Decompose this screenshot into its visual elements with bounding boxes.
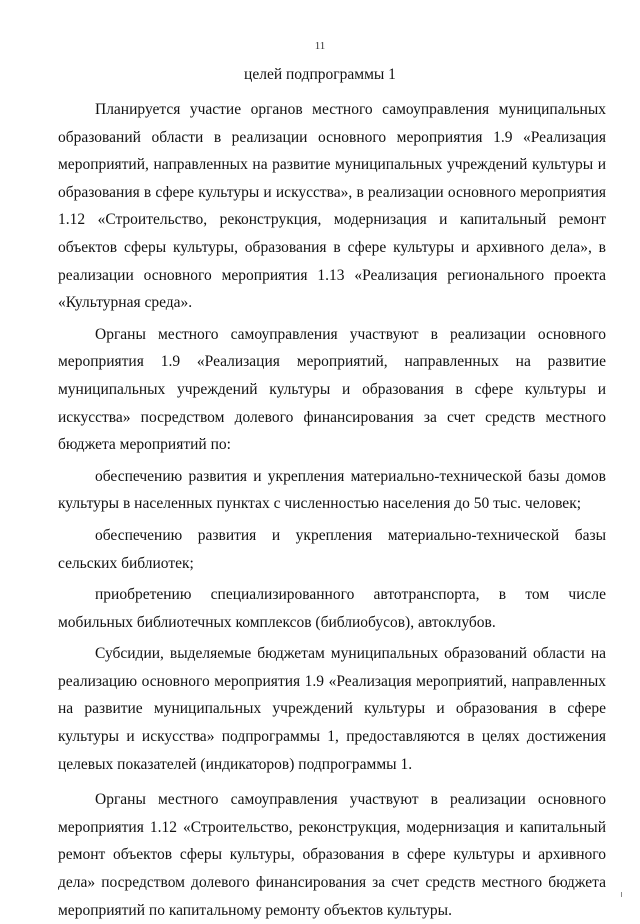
paragraph-financing-1-12: Органы местного самоуправления участвуют в реализации основного мероприятия 1.12 «Строительство, реконструкция, модернизация и капитальный ремонт объектов сферы культуры, образования в сфере культуры и архивного дела» посредством долевого финансирования за счет средств местного бюджета мероприятий по капитальному ремонту объектов культуры.	[58, 791, 606, 919]
paragraph-financing-1-9: Органы местного самоуправления участвуют в реализации основного мероприятия 1.9 «Реализация мероприятий, направленных на развитие муниципальных учреждений культуры и образования в сфере культуры и искусства» посредством долевого финансирования за счет средств местного бюджета мероприятий по:	[58, 325, 606, 454]
list-item-houses-of-culture: обеспечению развития и укрепления материально-технической базы домов культуры в населенных пунктах с численностью населения до 50 тыс. человек;	[58, 467, 606, 513]
paragraph-subsidies: Субсидии, выделяемые бюджетам муниципальных образований области на реализацию основного мероприятия 1.9 «Реализация мероприятий, направленных на развитие муниципальных учреждений культуры и образования в сфере культуры и искусства» подпрограммы 1, предоставляются в целях достижения целевых показателей (индикаторов) подпрограммы 1.	[58, 645, 606, 773]
document-body	[58, 96, 606, 924]
page-number: 11	[314, 40, 326, 52]
scan-edge-mark	[621, 892, 622, 897]
list-item-vehicles: приобретению специализированного автотранспорта, в том числе мобильных библиотечных комплексов (библиобусов), автоклубов.	[58, 586, 606, 631]
section-heading: целей подпрограммы 1	[244, 66, 396, 83]
paragraph-participation: Планируется участие органов местного самоуправления муниципальных образований области в реализации основного мероприятия 1.9 «Реализация мероприятий, направленных на развитие муниципальных учреждений культуры и образования в сфере культуры и искусства», в реализации основного мероприятия 1.12 «Строительство, реконструкция, модернизация и капитальный ремонт объектов сферы культуры, образования в сфере культуры и архивного дела», в реализации основного мероприятия 1.13 «Реализация регионального проекта «Культурная среда».	[58, 101, 606, 312]
list-item-rural-libraries: обеспечению развития и укрепления материально-технической базы сельских библиотек;	[58, 526, 606, 572]
